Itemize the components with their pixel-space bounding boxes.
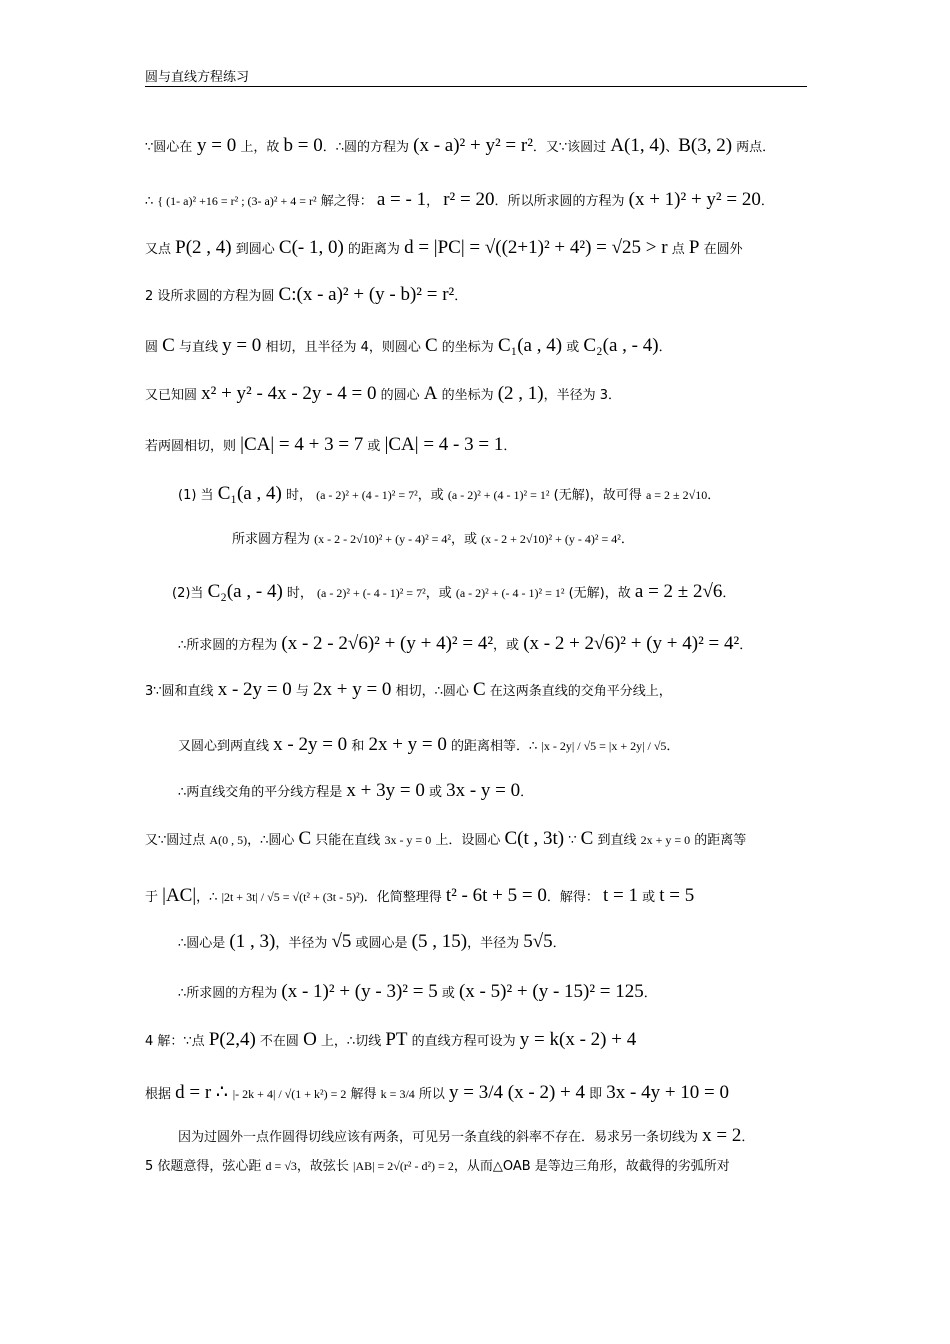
text-line — [145, 829, 746, 848]
math-expression: |CA| = 4 - 3 = 1 — [384, 434, 504, 455]
math-expression: 2x + y = 0 — [640, 833, 691, 847]
text-line — [145, 435, 516, 454]
prose-text: 的直线方程可设为 — [407, 1034, 520, 1049]
prose-text: 所以 — [414, 1087, 450, 1102]
math-expression: (x - 5)² + (y - 15)² = 125 — [458, 981, 644, 1002]
prose-text: ∴所求圆的方程为 — [178, 986, 282, 1001]
prose-text: 或 — [363, 439, 385, 454]
prose-text: 上．设圆心 — [431, 833, 505, 848]
math-expression: a = 2 ± 2√10 — [645, 488, 708, 502]
text-line — [178, 634, 752, 653]
math-expression: y = 0 — [192, 135, 237, 156]
math-expression: |x - 2y| / √5 = |x + 2y| / √5 — [541, 739, 667, 753]
prose-text: 解得 — [346, 1087, 381, 1102]
prose-text: ． — [658, 340, 672, 355]
prose-text: 3∵圆和直线 — [145, 684, 218, 699]
prose-text: 又圆心到两直线 — [178, 739, 274, 754]
prose-text: ∴两直线交角的平分线方程是 — [178, 785, 347, 800]
text-line — [145, 238, 743, 257]
math-expression: 3x - y = 0 — [384, 833, 432, 847]
text-line — [145, 190, 774, 209]
math-expression: (a - 2)² + (- 4 - 1)² = 1² — [455, 586, 565, 600]
page-title: 圆与直线方程练习 — [145, 70, 250, 85]
text-line — [145, 1083, 729, 1102]
math-expression: t = 1 — [602, 885, 638, 906]
text-line — [145, 1030, 636, 1049]
math-expression: 2x + y = 0 — [368, 734, 447, 755]
prose-text: ． — [666, 739, 680, 754]
math-expression: (x - 2 + 2√6)² + (y + 4)² = 4² — [523, 633, 740, 654]
prose-text: ，∴ — [196, 890, 222, 905]
math-expression: y = 0 — [222, 335, 262, 356]
prose-text: 的圆心 — [376, 388, 424, 403]
text-line — [232, 533, 634, 546]
prose-text: 圆 — [145, 340, 163, 355]
math-expression: (a - 2)² + (4 - 1)² = 1² — [447, 488, 550, 502]
math-expression: x + 3y = 0 — [346, 780, 425, 801]
prose-text: 和 — [347, 739, 369, 754]
prose-text: 若两圆相切，则 — [145, 439, 241, 454]
prose-text: ． — [741, 1130, 755, 1145]
prose-text: 或圆心是 — [351, 936, 412, 951]
text-line — [145, 1160, 730, 1173]
prose-text: 相切，∴圆心 — [391, 684, 473, 699]
prose-text: ． — [760, 194, 774, 209]
prose-text: 、 — [665, 140, 679, 155]
prose-text: 即 — [585, 1087, 607, 1102]
prose-text: 时， — [281, 488, 317, 503]
prose-text: 与 — [291, 684, 313, 699]
prose-text: 根据 — [145, 1087, 176, 1102]
prose-text: ，从而△OAB 是等边三角形，故截得的劣弧所对 — [453, 1159, 730, 1174]
math-expression: d = r ∴ — [175, 1082, 233, 1103]
prose-text: ． — [503, 439, 517, 454]
math-expression: k = 3/4 — [380, 1087, 415, 1101]
prose-text: 又已知圆 — [145, 388, 202, 403]
prose-text: ，∴圆心 — [247, 833, 299, 848]
math-expression: (x + 1)² + y² = 20 — [628, 189, 761, 210]
text-line — [145, 886, 694, 905]
math-expression: y = k(x - 2) + 4 — [519, 1029, 637, 1050]
prose-text: ∴圆心是 — [178, 936, 230, 951]
prose-text: ．解得： — [546, 890, 603, 905]
math-expression: (x - 1)² + (y - 3)² = 5 — [281, 981, 438, 1002]
text-line — [178, 735, 679, 754]
math-expression: A(1, 4) — [610, 135, 666, 156]
prose-text: 不在圆 — [255, 1034, 304, 1049]
prose-text: 相切，且半径为 4，则圆心 — [261, 340, 425, 355]
math-expression: (x - a)² + y² = r² — [413, 135, 533, 156]
math-expression: A(0 , 5) — [209, 833, 248, 847]
math-expression: √5 — [331, 931, 352, 952]
prose-text: ，半径为 — [275, 936, 332, 951]
prose-text: 的距离相等．∴ — [446, 739, 542, 754]
prose-text: 与直线 — [174, 340, 223, 355]
prose-text: 的坐标为 — [437, 340, 498, 355]
math-expression: C — [424, 335, 438, 356]
prose-text: 时， — [282, 586, 318, 601]
prose-text: ，故弦长 — [296, 1159, 354, 1174]
prose-text: ．∴圆的方程为 — [322, 140, 414, 155]
math-expression: 5√5 — [523, 931, 553, 952]
math-expression: (1 , 3) — [229, 931, 276, 952]
prose-text: (无解)，故 — [564, 586, 635, 601]
prose-text: 两点． — [732, 140, 776, 155]
math-expression: a = 2 ± 2√6 — [634, 581, 723, 602]
prose-text: 因为过圆外一点作圆得切线应该有两条，可见另一条直线的斜率不存在．易求另一条切线为 — [178, 1130, 703, 1145]
math-expression: (x - 2 + 2√10)² + (y - 4)² = 4² — [481, 532, 621, 546]
math-expression: y = 3/4 (x - 2) + 4 — [449, 1082, 585, 1103]
math-expression: C₂(a , - 4) — [207, 581, 283, 602]
math-expression: a = - 1 — [376, 189, 427, 210]
math-expression: (x - 2 - 2√10)² + (y - 4)² = 4² — [314, 532, 452, 546]
text-line — [172, 582, 735, 601]
prose-text: ．化简整理得 — [363, 890, 446, 905]
prose-text: 的距离为 — [343, 242, 405, 257]
prose-text: ∴所求圆的方程为 — [178, 638, 282, 653]
text-line — [178, 1126, 754, 1145]
prose-text: 只能在直线 — [311, 833, 385, 848]
math-expression: |CA| = 4 + 3 = 7 — [240, 434, 364, 455]
math-expression: C(- 1, 0) — [278, 237, 344, 258]
math-expression: |- 2k + 4| / √(1 + k²) = 2 — [232, 1087, 347, 1101]
prose-text: ． — [722, 586, 736, 601]
prose-text: ． — [739, 638, 753, 653]
math-expression: |AB| = 2√(r² - d²) = 2 — [353, 1159, 454, 1173]
math-expression: x - 2y = 0 — [273, 734, 348, 755]
prose-text: 或 — [637, 890, 660, 905]
math-expression: x = 2 — [702, 1125, 742, 1146]
math-expression: x² + y² - 4x - 2y - 4 = 0 — [201, 383, 377, 404]
page-header — [145, 64, 807, 87]
math-expression: t = 5 — [659, 885, 695, 906]
text-line — [145, 336, 672, 355]
prose-text: 或 — [424, 785, 447, 800]
prose-text: 又∵圆过点 — [145, 833, 210, 848]
math-expression: P(2 , 4) — [175, 237, 232, 258]
math-expression: |AC| — [162, 885, 197, 906]
math-expression: (a - 2)² + (4 - 1)² = 7² — [316, 488, 418, 502]
prose-text: 解之得： — [316, 194, 377, 209]
prose-text: ． — [643, 986, 657, 1001]
math-expression: C:(x - a)² + (y - b)² = r² — [278, 284, 455, 305]
text-line — [145, 680, 672, 699]
math-expression: C(t , 3t) — [504, 828, 565, 849]
math-expression: 3x - 4y + 10 = 0 — [606, 1082, 730, 1103]
text-line — [145, 136, 775, 155]
text-line — [178, 932, 566, 951]
math-expression: x - 2y = 0 — [217, 679, 292, 700]
math-expression: P — [688, 237, 700, 258]
prose-text: 或 — [562, 340, 584, 355]
prose-text: (2)当 — [172, 586, 208, 601]
math-expression: |2t + 3t| / √5 = √(t² + (3t - 5)²) — [221, 890, 364, 904]
math-expression: d = |PC| = √((2+1)² + 4²) = √25 > r — [404, 237, 668, 258]
prose-text: (无解)，故可得 — [549, 488, 646, 503]
math-expression: O — [303, 1029, 317, 1050]
prose-text: 又点 — [145, 242, 176, 257]
prose-text: 5 依题意得，弦心距 — [145, 1159, 266, 1174]
math-expression: P(2,4) — [208, 1029, 256, 1050]
prose-text: ，半径为 — [467, 936, 524, 951]
prose-text: 的距离等 — [690, 833, 747, 848]
math-expression: t² - 6t + 5 = 0 — [445, 885, 547, 906]
math-expression: 3x - y = 0 — [446, 780, 521, 801]
math-expression: d = √3 — [265, 1159, 297, 1173]
math-expression: r² = 20 — [443, 189, 495, 210]
prose-text: 或 — [437, 986, 459, 1001]
math-expression: A — [423, 383, 438, 404]
prose-text: ，半径为 3． — [543, 388, 622, 403]
text-line — [145, 285, 467, 304]
prose-text: 上，故 — [236, 140, 284, 155]
prose-text: ，或 — [451, 532, 482, 547]
prose-text: 上，∴切线 — [316, 1034, 386, 1049]
math-expression: B(3, 2) — [678, 135, 733, 156]
prose-text: ，或 — [417, 488, 448, 503]
prose-text: 到圆心 — [231, 242, 279, 257]
text-line — [145, 384, 621, 403]
prose-text: 2 设所求圆的方程为圆 — [145, 289, 279, 304]
prose-text: ． — [454, 289, 468, 304]
math-expression: C — [580, 828, 594, 849]
math-expression: b = 0 — [283, 135, 323, 156]
prose-text: ． — [520, 785, 534, 800]
prose-text: ∵圆心在 — [145, 140, 193, 155]
text-line — [178, 484, 720, 503]
prose-text: ．所以所求圆的方程为 — [494, 194, 629, 209]
math-expression: { (1- a)² +16 = r² ; (3- a)² + 4 = r² — [157, 194, 317, 208]
math-expression: C₂(a , - 4) — [583, 335, 659, 356]
prose-text: 的坐标为 — [437, 388, 498, 403]
math-expression: C — [162, 335, 175, 356]
prose-text: ． — [552, 936, 566, 951]
prose-text: 在这两条直线的交角平分线上， — [485, 684, 672, 699]
math-expression: C — [298, 828, 312, 849]
prose-text: ∴ — [145, 194, 158, 209]
math-expression: 2x + y = 0 — [313, 679, 392, 700]
prose-text: 在圆外 — [699, 242, 743, 257]
prose-text: ∵ — [564, 833, 581, 848]
math-expression: (x - 2 - 2√6)² + (y + 4)² = 4² — [281, 633, 494, 654]
math-expression: (5 , 15) — [411, 931, 468, 952]
prose-text: 于 — [145, 890, 163, 905]
math-expression: (a - 2)² + (- 4 - 1)² = 7² — [317, 586, 426, 600]
prose-text: ，或 — [425, 586, 456, 601]
prose-text: 所求圆方程为 — [232, 532, 315, 547]
prose-text: 点 — [667, 242, 689, 257]
text-line — [178, 982, 657, 1001]
text-line — [178, 781, 533, 800]
prose-text: ，或 — [493, 638, 524, 653]
prose-text: 4 解：∵点 — [145, 1034, 209, 1049]
math-expression: (2 , 1) — [497, 383, 544, 404]
prose-text: 到直线 — [593, 833, 641, 848]
math-expression: C — [472, 679, 486, 700]
math-expression: C₁(a , 4) — [497, 335, 563, 356]
prose-text: ．又∵该圆过 — [532, 140, 611, 155]
prose-text: ． — [620, 532, 634, 547]
math-expression: C₁(a , 4) — [217, 483, 282, 504]
prose-text: (1) 当 — [178, 488, 218, 503]
math-expression: PT — [385, 1029, 408, 1050]
prose-text: ， — [426, 194, 444, 209]
prose-text: ． — [707, 488, 721, 503]
